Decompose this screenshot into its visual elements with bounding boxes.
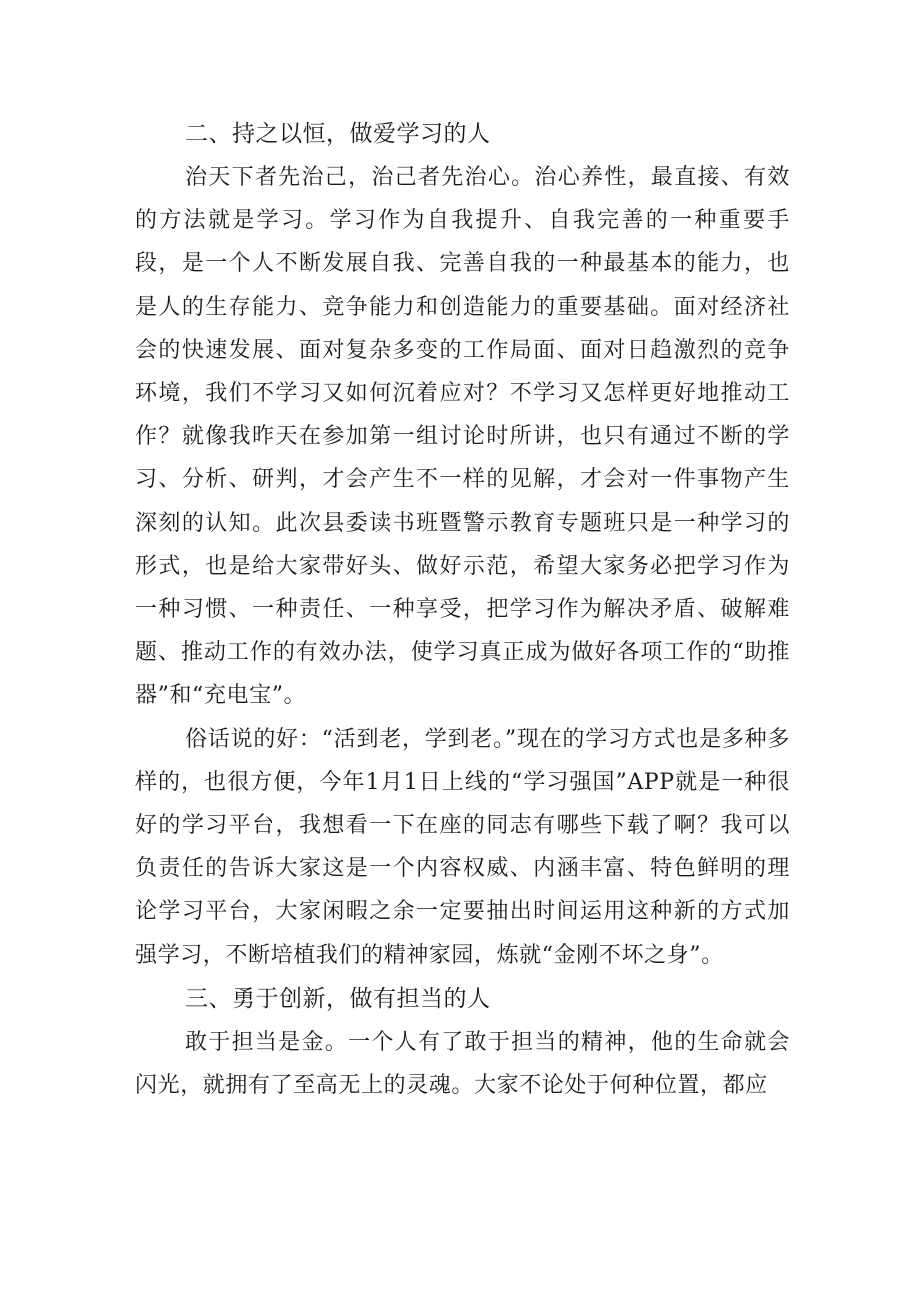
section-heading-2: 二、持之以恒，做爱学习的人 [185, 121, 491, 147]
section-heading-3: 三、勇于创新，做有担当的人 [185, 985, 491, 1012]
paragraph: 俗话说的好：“活到老，学到老。”现在的学习方式也是多种多样的，也很方便，今年1月1日上线的“学习强国”APP就是一种很好的学习平台，我想看一下在座的同志有哪些下载了啊？我可以负责任的告诉大家这是一个内容权威、内涵丰富、特色鲜明的理论学习平台，大家闲暇之余一定要抽出时间运用这种新的方式加强学习，不断培植我们的精神家园，炼就“金刚不坏之身”。 [135, 726, 790, 968]
document-body [135, 113, 790, 1107]
paragraph: 敢于担当是金。一个人有了敢于担当的精神，他的生命就会闪光，就拥有了至高无上的灵魂。大家不论处于何种位置，都应 [135, 1029, 790, 1099]
paragraph: 治天下者先治己，治己者先治心。治心养性，最直接、有效的方法就是学习。学习作为自我提升、自我完善的一种重要手段，是一个人不断发展自我、完善自我的一种最基本的能力，也是人的生存能力、竞争能力和创造能力的重要基础。面对经济社会的快速发展、面对复杂多变的工作局面、面对日趋激烈的竞争环境，我们不学习又如何沉着应对？不学习又怎样更好地推动工作？就像我昨天在参加第一组讨论时所讲，也只有通过不断的学习、分析、研判，才会产生不一样的见解，才会对一件事物产生深刻的认知。此次县委读书班暨警示教育专题班只是一种学习的形式，也是给大家带好头、做好示范，希望大家务必把学习作为一种习惯、一种责任、一种享受，把学习作为解决矛盾、破解难题、推动工作的有效办法，使学习真正成为做好各项工作的“助推器”和“充电宝”。 [135, 165, 790, 709]
